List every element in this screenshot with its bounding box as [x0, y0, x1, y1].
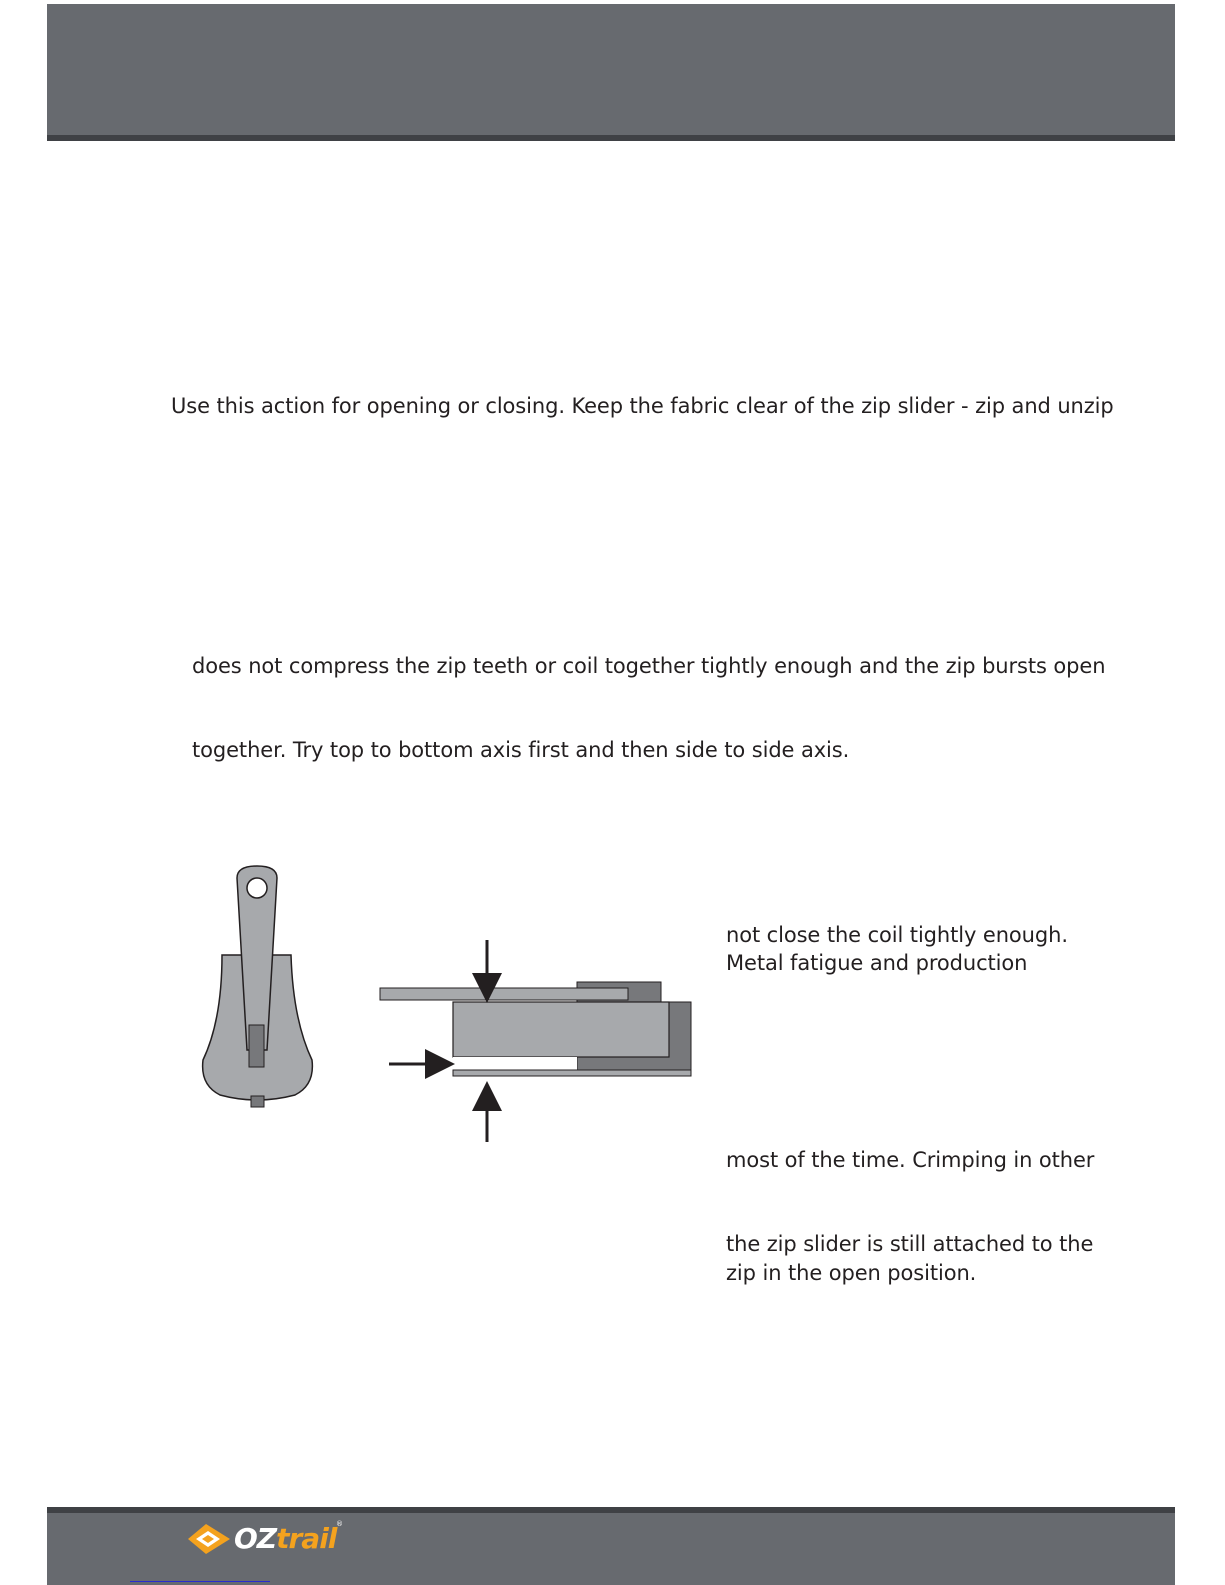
zip-slider-side-section: [375, 935, 700, 1147]
logo-diamond-icon: [186, 1522, 232, 1556]
logo-part-trail: trail: [276, 1522, 337, 1555]
side-text-1b: Metal fatigue and production: [726, 951, 1028, 975]
header-rule: [47, 135, 1175, 141]
zip-slider-front-icon: [195, 860, 325, 1115]
logo-part-oz: OZ: [234, 1522, 277, 1555]
logo-wordmark: [234, 1520, 336, 1558]
side-text-3b: zip in the open position.: [726, 1261, 977, 1285]
registered-mark: ®: [336, 1520, 343, 1528]
body-text-line-2: does not compress the zip teeth or coil together tightly enough and the zip bursts open: [192, 654, 1106, 678]
header-band: [47, 4, 1175, 135]
body-text-line-3: together. Try top to bottom axis first and then side to side axis.: [192, 738, 850, 762]
footer-link-underline: [130, 1581, 270, 1582]
oztrail-logo: [186, 1520, 386, 1558]
side-text-2: most of the time. Crimping in other: [726, 1148, 1095, 1172]
body-text-line-1: Use this action for opening or closing. Keep the fabric clear of the zip slider - zip and unzip: [171, 394, 1114, 418]
side-text-3a: the zip slider is still attached to the: [726, 1232, 1094, 1256]
side-text-1a: not close the coil tightly enough.: [726, 923, 1068, 947]
